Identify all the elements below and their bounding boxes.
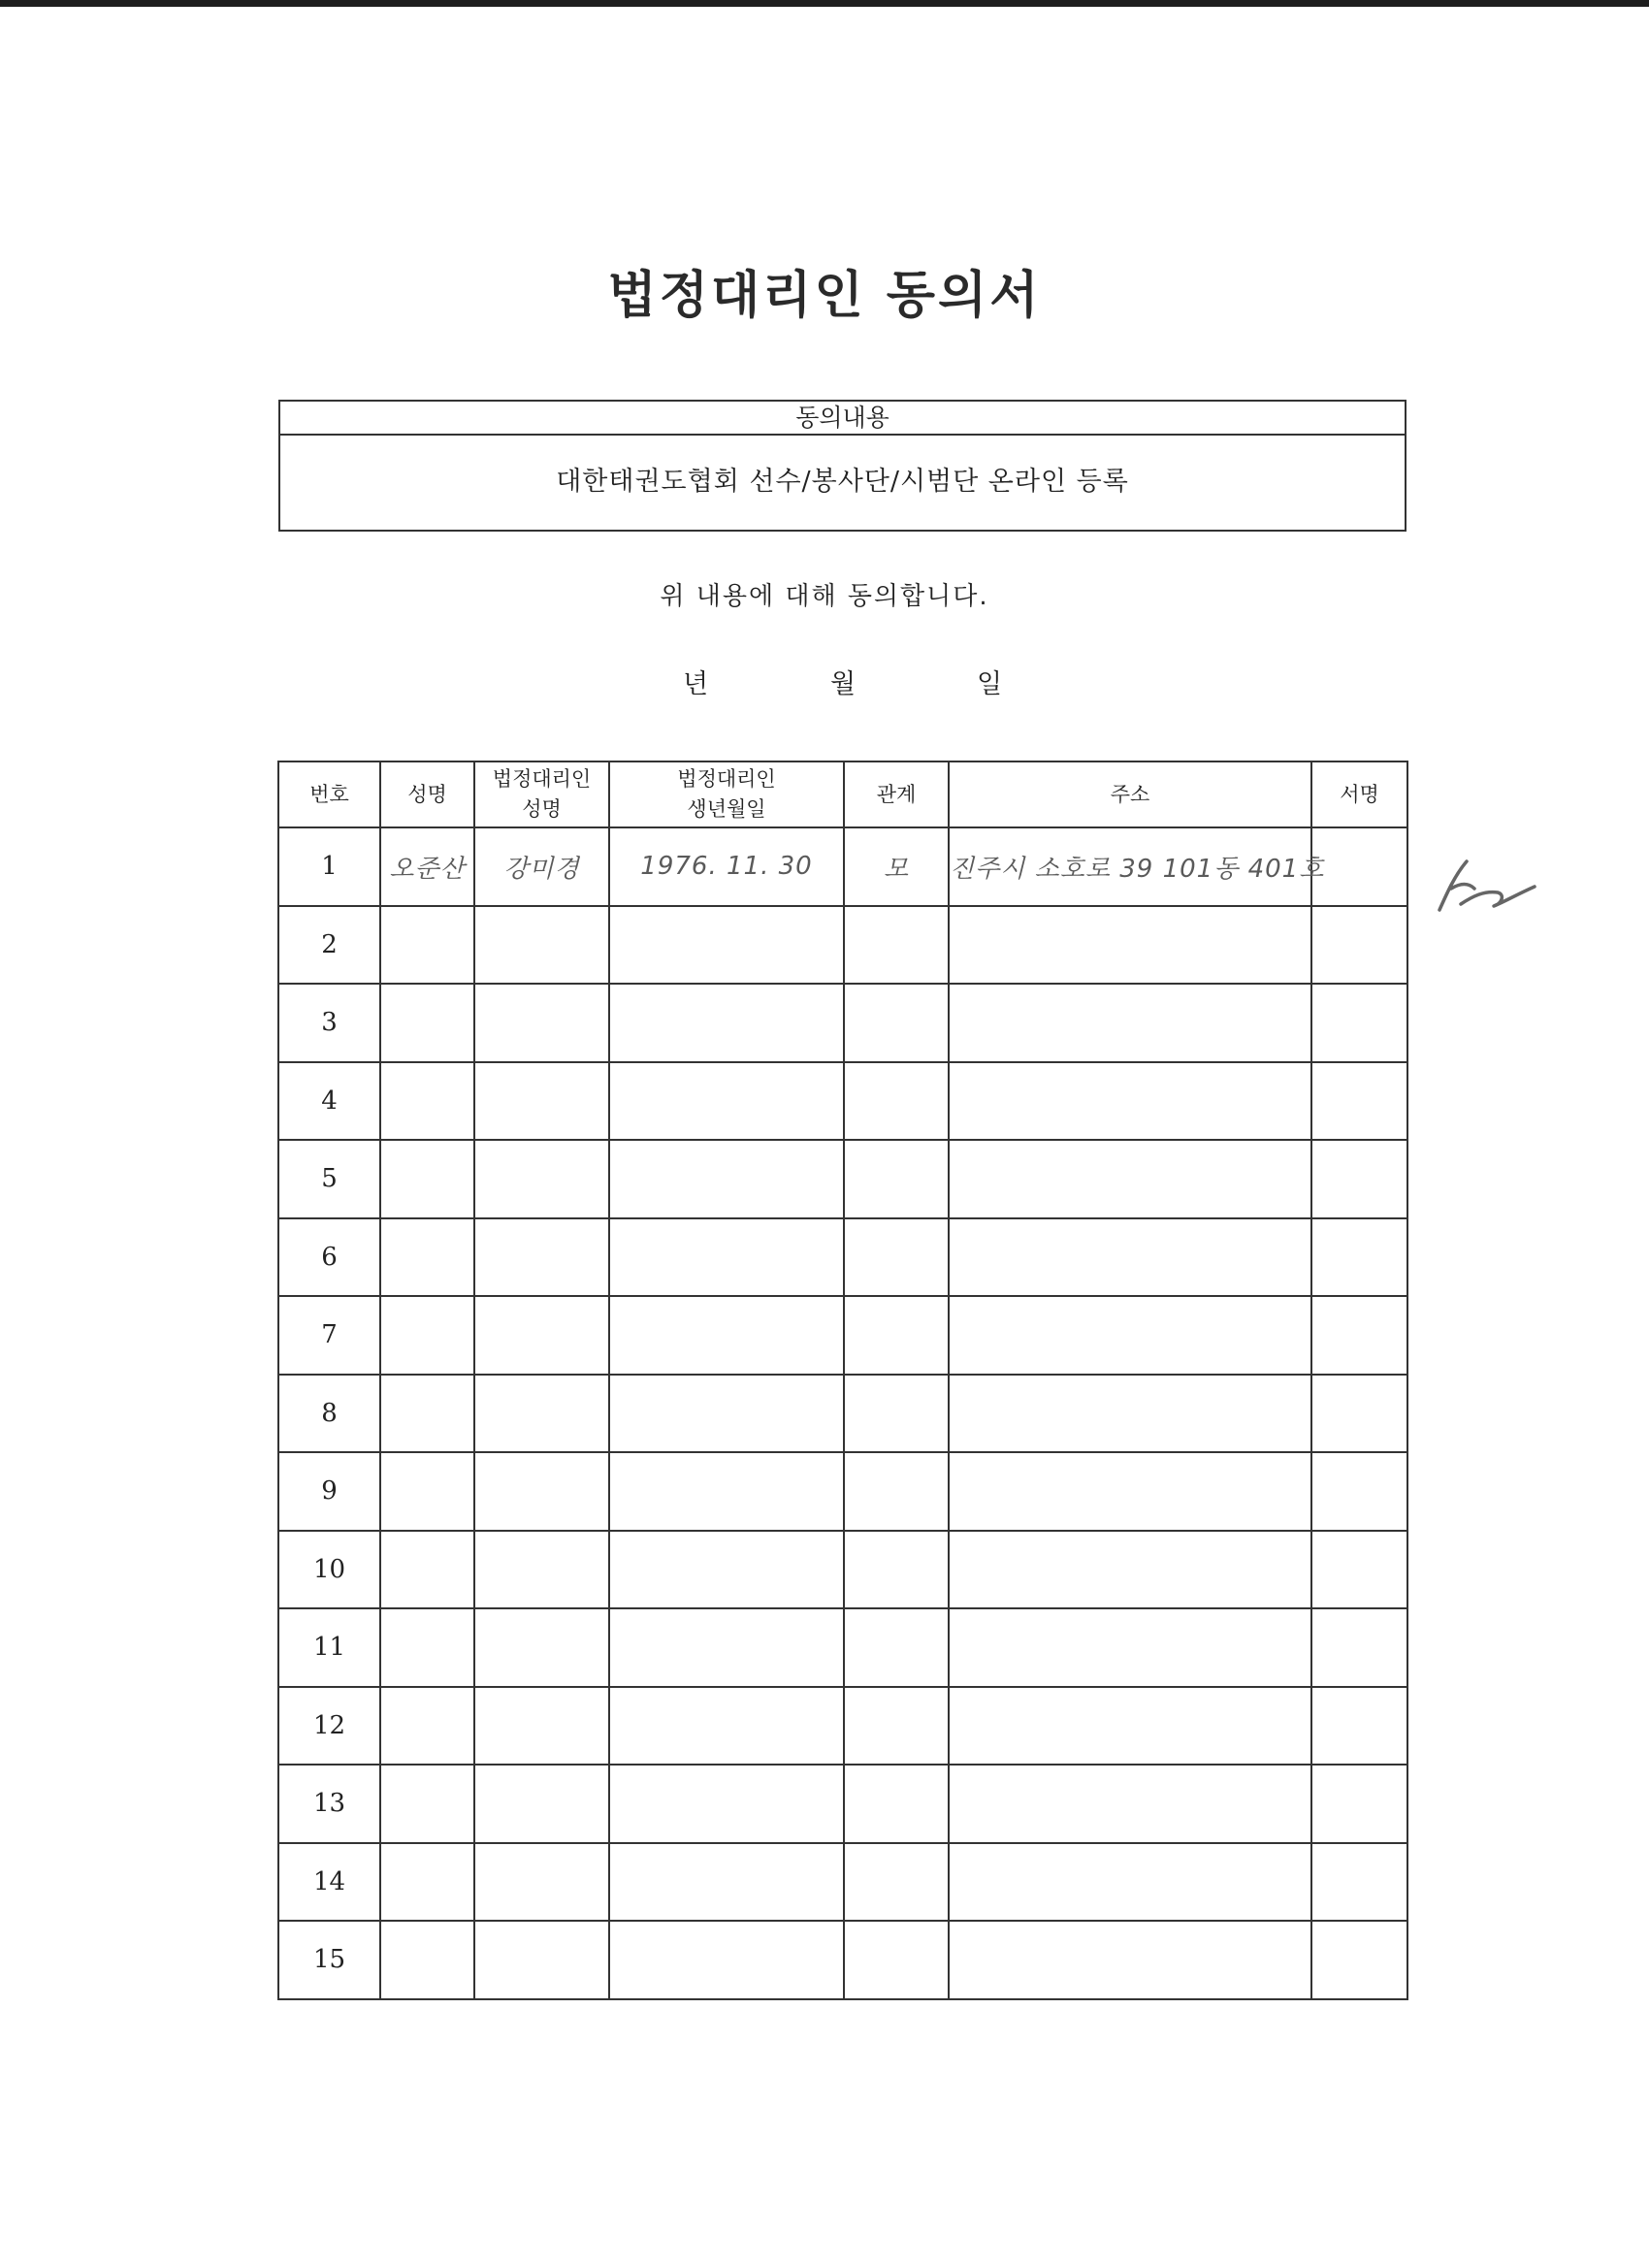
header-guardian-birthdate-line1: 법정대리인: [677, 767, 776, 791]
row-address: 진주시 소호로 39 101동 401호: [949, 827, 1311, 906]
row-guardian-birthdate: 1976. 11. 30: [609, 827, 844, 906]
header-guardian-birthdate: [609, 761, 844, 827]
header-guardian-name-line2: 성명: [522, 797, 562, 821]
row-number: 3: [278, 984, 380, 1062]
table-header-row: [278, 761, 1407, 827]
header-guardian-name: [474, 761, 609, 827]
row-guardian-name: 강미경: [474, 827, 609, 906]
row-number: 2: [278, 906, 380, 985]
table-row: [278, 906, 1407, 985]
table-row: [278, 1375, 1407, 1453]
date-day-label: 일: [977, 669, 1003, 699]
header-guardian-name-line1: 법정대리인: [492, 767, 592, 791]
table-row: [278, 1062, 1407, 1141]
table-row: [278, 1140, 1407, 1218]
row-number: 15: [278, 1921, 380, 1999]
row-number: 4: [278, 1062, 380, 1141]
header-signature: 서명: [1311, 761, 1407, 827]
row-name: 오준산: [380, 827, 474, 906]
scan-edge: [0, 0, 1649, 7]
date-year-label: 년: [683, 669, 709, 699]
table-row: [278, 1218, 1407, 1297]
guardian-consent-table: [277, 761, 1408, 2000]
date-month-label: 월: [830, 669, 857, 699]
document-title: 법정대리인 동의서: [607, 267, 1042, 325]
row-number: 1: [278, 827, 380, 906]
row-number: 5: [278, 1140, 380, 1218]
consent-content-text: 대한태권도협회 선수/봉사단/시범단 온라인 등록: [556, 467, 1129, 497]
table-row: [278, 1765, 1407, 1843]
handwritten-signature: [1434, 854, 1540, 922]
header-number: 번호: [278, 761, 380, 827]
header-relation: 관계: [844, 761, 949, 827]
header-address: 주소: [949, 761, 1311, 827]
row-number: 6: [278, 1218, 380, 1297]
table-row: [278, 1687, 1407, 1766]
agreement-statement: 위 내용에 대해 동의합니다.: [660, 582, 989, 611]
table-row: [278, 827, 1407, 906]
row-number: 9: [278, 1452, 380, 1531]
row-number: 7: [278, 1296, 380, 1375]
row-number: 11: [278, 1608, 380, 1687]
consent-content-box: [278, 400, 1406, 532]
table-row: [278, 1608, 1407, 1687]
table-row: [278, 984, 1407, 1062]
header-guardian-birthdate-line2: 생년월일: [687, 797, 766, 821]
row-number: 14: [278, 1843, 380, 1922]
row-relation: 모: [844, 827, 949, 906]
consent-content-header: 동의내용: [280, 402, 1405, 436]
table-row: [278, 1531, 1407, 1609]
table-row: [278, 1296, 1407, 1375]
header-name: 성명: [380, 761, 474, 827]
row-number: 12: [278, 1687, 380, 1766]
table-row: [278, 1843, 1407, 1922]
row-number: 8: [278, 1375, 380, 1453]
row-number: 13: [278, 1765, 380, 1843]
row-number: 10: [278, 1531, 380, 1609]
table-row: [278, 1921, 1407, 1999]
table-row: [278, 1452, 1407, 1531]
row-signature: [1311, 827, 1407, 906]
